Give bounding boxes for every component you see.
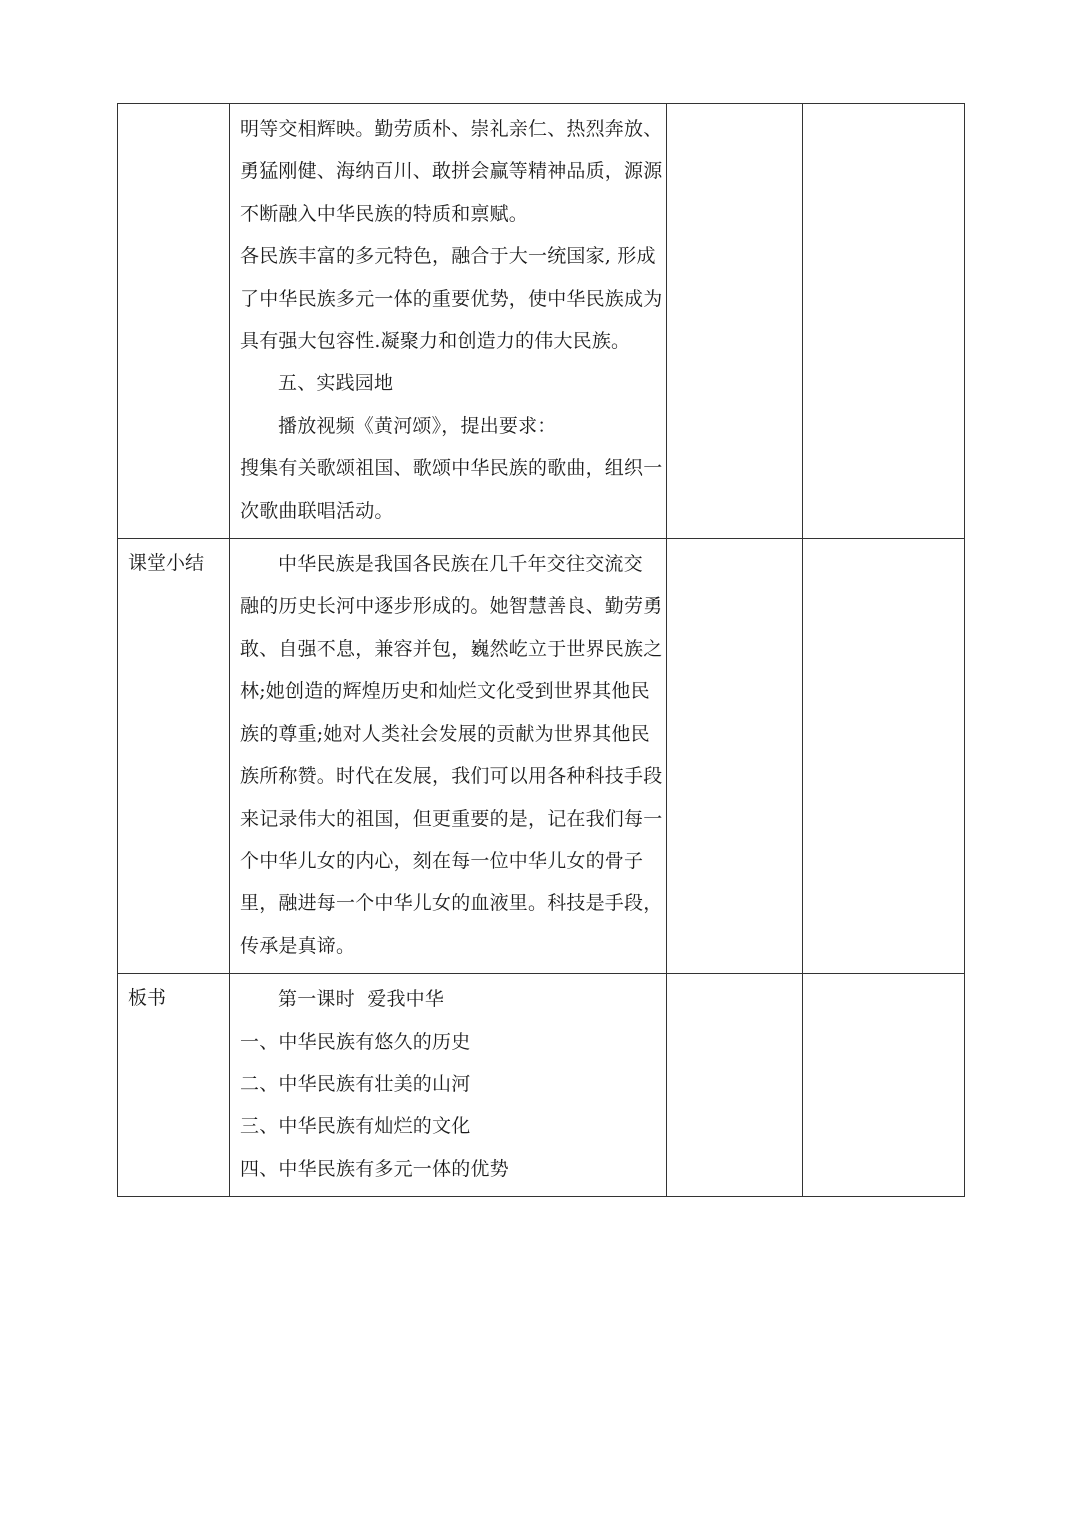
board-item: 二、中华民族有壮美的山河 xyxy=(240,1072,471,1095)
text-line: 各民族丰富的多元特色，融合于大一统国家, 形成 xyxy=(240,245,656,268)
section-heading: 五、实践园地 xyxy=(278,372,394,395)
empty-cell xyxy=(667,104,803,539)
text-line: 个中华儿女的内心，刻在每一位中华儿女的骨子 xyxy=(240,849,644,872)
row-label-cell xyxy=(118,974,230,1197)
summary-content xyxy=(230,539,666,973)
text-line: 融的历史长河中逐步形成的。她智慧善良、勤劳勇 xyxy=(240,595,663,618)
board-item: 四、中华民族有多元一体的优势 xyxy=(240,1157,509,1180)
text-line: 播放视频《黄河颂》，提出要求： xyxy=(278,414,557,437)
text-line: 明等交相辉映。勤劳质朴、崇礼亲仁、热烈奔放、 xyxy=(240,118,663,140)
empty-cell xyxy=(803,104,965,539)
empty-cell xyxy=(803,974,965,1197)
text-line: 来记录伟大的祖国，但更重要的是，记在我们每一 xyxy=(240,807,663,830)
empty-cell xyxy=(667,974,803,1197)
board-title: 第一课时 爱我中华 xyxy=(278,988,445,1011)
activity-content xyxy=(230,104,666,538)
table-row-summary xyxy=(118,539,965,974)
row-label-cell xyxy=(118,104,230,539)
empty-cell xyxy=(667,539,803,974)
lesson-plan-table xyxy=(117,103,965,1197)
content-cell xyxy=(230,974,667,1197)
text-line: 林;她创造的辉煌历史和灿烂文化受到世界其他民 xyxy=(240,680,650,703)
text-line: 中华民族是我国各民族在几千年交往交流交 xyxy=(278,553,643,576)
table-row-activity xyxy=(118,104,965,539)
text-line: 敢、自强不息，兼容并包，巍然屹立于世界民族之 xyxy=(240,637,663,660)
empty-cell xyxy=(803,539,965,974)
text-line: 勇猛刚健、海纳百川、敢拼会赢等精神品质，源源 xyxy=(240,160,663,183)
board-item: 一、中华民族有悠久的历史 xyxy=(240,1030,471,1053)
board-content xyxy=(230,974,666,1196)
text-line: 传承是真谛。 xyxy=(240,934,356,957)
text-line: 搜集有关歌颂祖国、歌颂中华民族的歌曲，组织一 xyxy=(240,457,663,480)
content-cell xyxy=(230,104,667,539)
text-line: 不断融入中华民族的特质和禀赋。 xyxy=(240,202,529,225)
text-line: 了中华民族多元一体的重要优势，使中华民族成为 xyxy=(240,287,663,310)
text-line: 具有强大包容性.凝聚力和创造力的伟大民族。 xyxy=(240,330,631,353)
content-cell xyxy=(230,539,667,974)
text-line: 次歌曲联唱活动。 xyxy=(240,499,394,522)
row-label-summary: 课堂小结 xyxy=(128,552,205,575)
text-line: 族的尊重;她对人类社会发展的贡献为世界其他民 xyxy=(240,722,650,745)
board-item: 三、中华民族有灿烂的文化 xyxy=(240,1115,471,1138)
row-label xyxy=(118,104,229,107)
row-label-cell xyxy=(118,539,230,974)
table-row-board xyxy=(118,974,965,1197)
text-line: 族所称赞。时代在发展，我们可以用各种科技手段 xyxy=(240,765,663,788)
row-label-board: 板书 xyxy=(128,987,167,1010)
text-line: 里，融进每一个中华儿女的血液里。科技是手段， xyxy=(240,892,663,915)
